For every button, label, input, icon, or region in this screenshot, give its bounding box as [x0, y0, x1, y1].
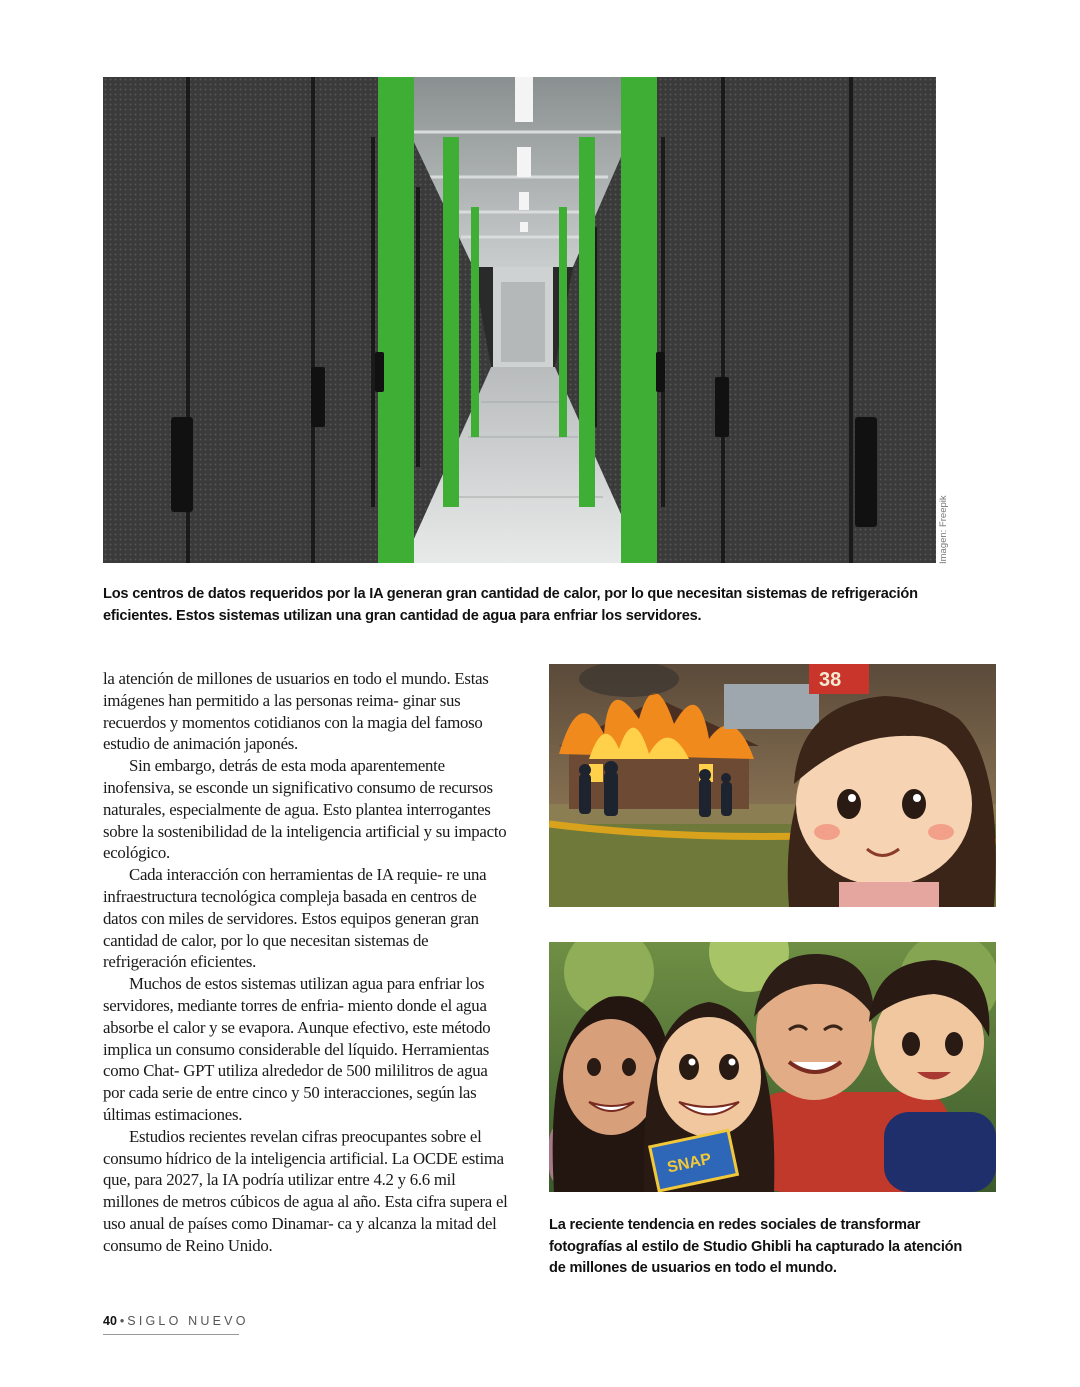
paragraph: Muchos de estos sistemas utilizan agua para enfriar los servidores, mediante torres de enfria- miento donde el agua absorbe el calor y se evapora. Aunque efectivo, este método implica un consumo considerable del líquido. Herramientas como Chat- GPT utiliza alrededor de 500 mililitros de agua por cada serie de entre cinco y 50 interacciones, según las últimas estimaciones.: [103, 974, 491, 1124]
photo-credit: Imagen: Freepik: [938, 495, 949, 564]
paragraph: Cada interacción con herramientas de IA requie- re una infraestructura tecnológica compleja basada en centros de datos con miles de servidores. Estos equipos generan gran cantidad de calor, por lo que necesitan sistemas de refrigeración eficientes.: [103, 865, 487, 972]
page-number: 40: [103, 1314, 117, 1328]
magazine-name: SIGLO NUEVO: [127, 1314, 249, 1328]
ghibli-fire-illustration: [549, 664, 996, 907]
paragraph: la atención de millones de usuarios en todo el mundo. Estas imágenes han permitido a las personas reima- ginar sus recuerdos y momentos cotidianos con la magia del famoso estudio de animación japonés.: [103, 669, 489, 754]
snack-box-label: SNAP: [665, 1150, 713, 1177]
paragraph: Estudios recientes revelan cifras preocupantes sobre el consumo hídrico de la inteligencia artificial. La OCDE estima que, para 2027, la IA podría utilizar entre 4.2 y 6.6 mil millones de metros cúbicos de agua al año. Esta cifra supera el uso anual de países como Dinamar- ca y alcanza la mitad del consumo de Reino Unido.: [103, 1126, 508, 1255]
ghibli-caption: La reciente tendencia en redes sociales de transformar fotografías al estilo de Studio Ghibli ha capturado la atención de millones de usuarios en todo el mundo.: [549, 1217, 963, 1276]
data-center-photo: [103, 77, 936, 563]
truck-number: 38: [819, 669, 842, 691]
data-center-caption: Los centros de datos requeridos por la IA generan gran cantidad de calor, por lo que necesitan sistemas de refrigeración eficientes. Estos sistemas utilizan una gran cantidad de agua para enfriar los servidores.: [103, 586, 918, 624]
footer-separator: •: [119, 1314, 125, 1328]
page-footer: [103, 1314, 249, 1335]
ghibli-family-illustration: [549, 942, 996, 1192]
paragraph: Sin embargo, detrás de esta moda aparentemente inofensiva, se esconde un significativo consumo de recursos naturales, especialmente de agua. Esto plantea interrogantes sobre la sostenibilidad de la inteligencia artificial y su impacto ecológico.: [103, 756, 507, 863]
article-body: [103, 668, 509, 1257]
